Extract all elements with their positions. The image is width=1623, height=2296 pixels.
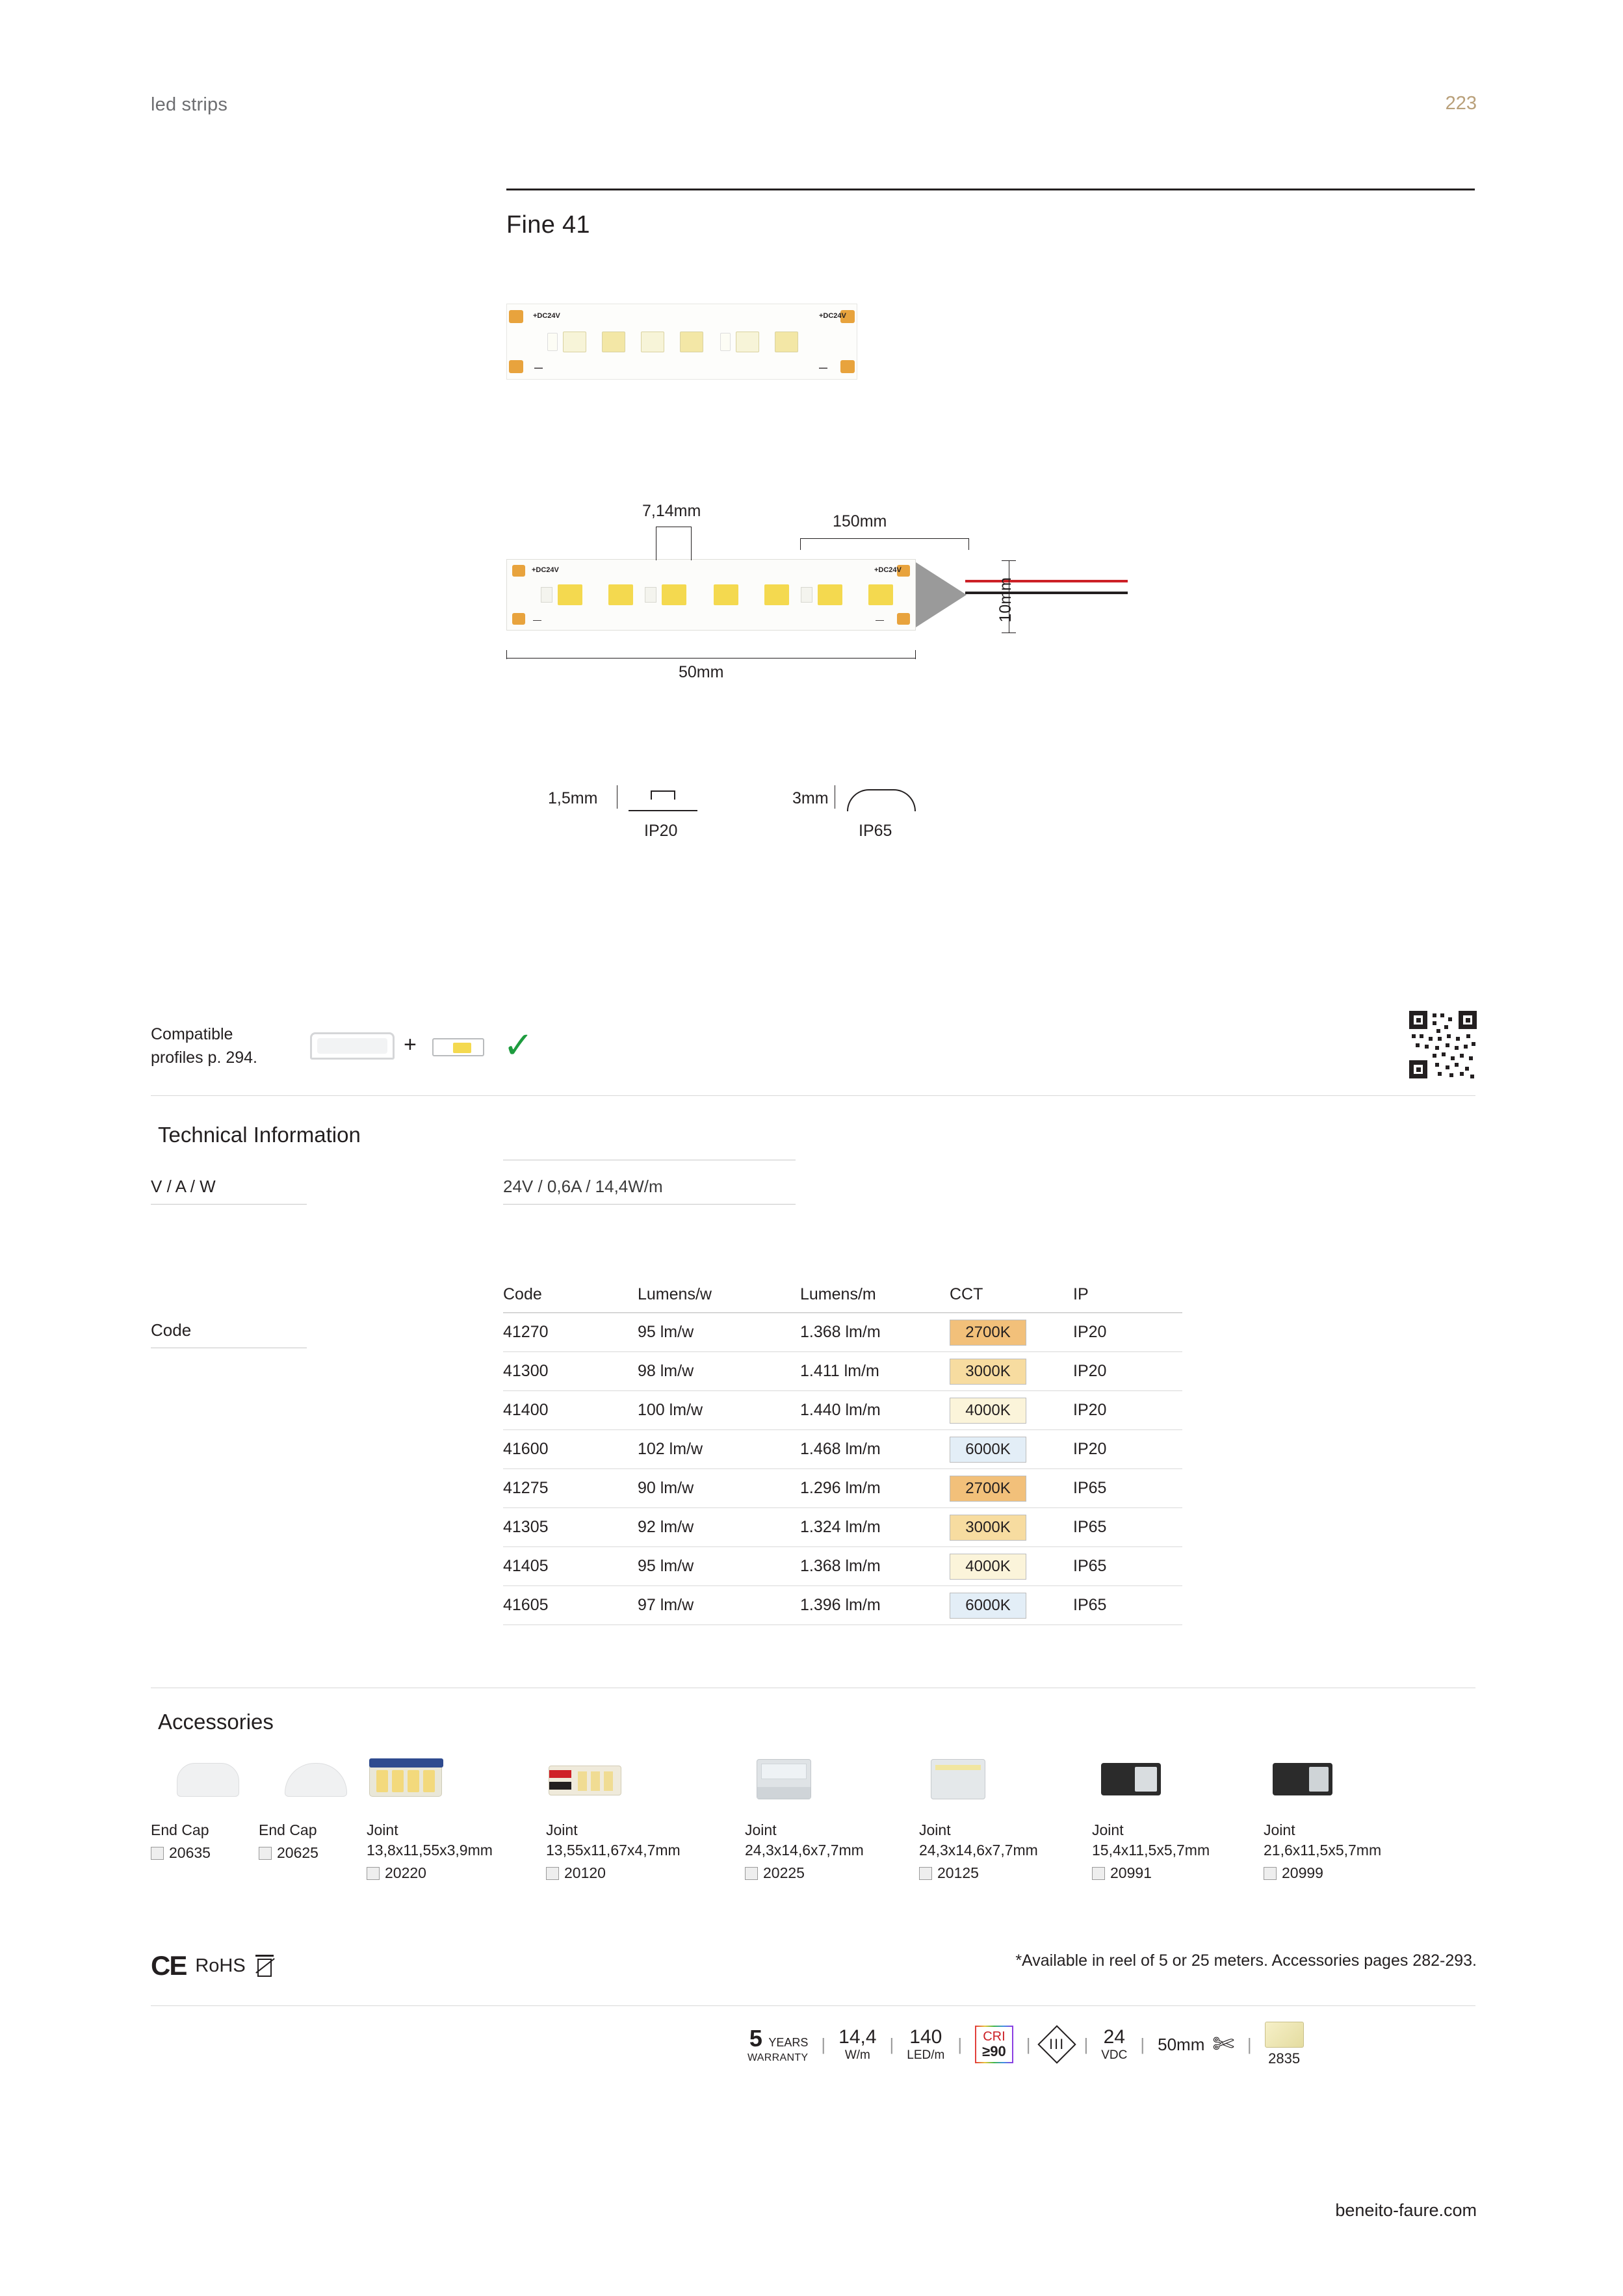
leds-unit: LED/m [907, 2048, 945, 2062]
joint-icon [367, 1749, 445, 1811]
cell-cct [950, 1437, 1073, 1463]
cell-ip: IP20 [1073, 1401, 1107, 1419]
ip65-label: IP65 [859, 822, 892, 840]
cell-lumens-w: 98 lm/w [638, 1362, 694, 1380]
cell-ip: IP65 [1073, 1479, 1107, 1497]
led-chip [453, 1043, 471, 1053]
accessory-code-value: 20120 [564, 1864, 606, 1882]
accessory-code [745, 1864, 933, 1882]
col-header-lumens-m: Lumens/m [800, 1285, 876, 1303]
led-chip [608, 584, 633, 605]
accessory-dimensions: 15,4x11,5x5,7mm [1092, 1842, 1210, 1859]
spec-cri [975, 2026, 1013, 2063]
photo-dc-label: +DC24V [819, 312, 846, 320]
photo-minus-label: — [819, 363, 827, 372]
cell-ip: IP20 [1073, 1440, 1107, 1458]
lead-dimension-label: 150mm [833, 512, 887, 530]
cct-badge: 3000K [950, 1359, 1026, 1385]
cri-value: ≥90 [982, 2042, 1006, 2059]
separator: | [957, 2034, 963, 2054]
accessories-title: Accessories [158, 1710, 274, 1734]
accessory-name: Joint [546, 1821, 578, 1838]
solder-pad [509, 360, 523, 373]
accessory-code [546, 1864, 747, 1882]
spec-chip [1265, 2022, 1304, 2067]
ip65-height-label: 3mm [792, 789, 829, 807]
accessory-dimensions: 21,6x11,5x5,7mm [1264, 1842, 1382, 1859]
cut-extension-line [915, 650, 916, 659]
joint-icon [1264, 1749, 1342, 1811]
table-row [503, 1352, 1182, 1391]
schematic-minus-label: — [876, 615, 884, 625]
cell-lumens-m: 1.396 lm/m [800, 1596, 881, 1614]
col-header-code: Code [503, 1285, 542, 1303]
section-divider [151, 2005, 1475, 2006]
cct-badge: 4000K [950, 1554, 1026, 1580]
accessory-code-value: 20625 [277, 1844, 318, 1862]
width-dimension-label: 10mm [996, 577, 1015, 623]
cct-badge: 3000K [950, 1515, 1026, 1541]
accessories-list [151, 1749, 1483, 1918]
checkbox-icon[interactable] [546, 1867, 559, 1880]
cell-lumens-w: 92 lm/w [638, 1518, 694, 1536]
checkbox-icon[interactable] [151, 1847, 164, 1860]
cell-lumens-m: 1.368 lm/m [800, 1323, 881, 1341]
cell-lumens-m: 1.368 lm/m [800, 1557, 881, 1575]
list-item [1264, 1749, 1459, 1882]
table-row [503, 1586, 1182, 1625]
cct-badge: 6000K [950, 1593, 1026, 1619]
solder-pad [509, 310, 523, 323]
cut-dimension-label: 50mm [679, 663, 724, 681]
weee-bin-icon [255, 1953, 274, 1978]
voltage-unit: VDC [1101, 2048, 1128, 2062]
accessory-code [1264, 1864, 1459, 1882]
end-cap-icon [169, 1749, 247, 1811]
joint-icon [1092, 1749, 1170, 1811]
footer-website: beneito-faure.com [1335, 2200, 1477, 2220]
table-header-row [503, 1277, 1182, 1313]
compatible-profiles-text [151, 1023, 257, 1070]
resistor [541, 587, 552, 603]
table-row [503, 1391, 1182, 1430]
cell-lumens-w: 95 lm/w [638, 1557, 694, 1575]
checkbox-icon[interactable] [745, 1867, 758, 1880]
voltage-value: 24 [1103, 2026, 1125, 2048]
cell-code: 41600 [503, 1440, 549, 1458]
section-divider [151, 1095, 1475, 1096]
spec-leds [907, 2026, 944, 2063]
table-row [503, 1547, 1182, 1586]
accessory-name: Joint [1264, 1821, 1295, 1838]
accessory-code-value: 20635 [169, 1844, 211, 1862]
cell-lumens-m: 1.324 lm/m [800, 1518, 881, 1536]
checkbox-icon[interactable] [919, 1867, 932, 1880]
led-chip [641, 332, 664, 352]
power-unit: W/m [844, 2048, 870, 2062]
led-chip [602, 332, 625, 352]
cell-code: 41275 [503, 1479, 549, 1497]
cell-cct [950, 1476, 1073, 1502]
table-row [503, 1313, 1182, 1352]
separator: | [889, 2034, 894, 2054]
cct-badge: 6000K [950, 1437, 1026, 1463]
accessory-code-value: 20999 [1282, 1864, 1323, 1882]
cell-ip: IP20 [1073, 1323, 1107, 1341]
accessory-code-value: 20991 [1110, 1864, 1152, 1882]
solder-pad [840, 360, 855, 373]
code-label: Code [151, 1320, 192, 1340]
cell-cct [950, 1359, 1073, 1385]
cell-ip: IP65 [1073, 1557, 1107, 1575]
joint-icon [919, 1749, 997, 1811]
connector-tip [916, 562, 967, 627]
cut-dimension-line [506, 658, 916, 659]
accessory-code [367, 1864, 562, 1882]
led-chip [714, 584, 738, 605]
wire-positive [965, 580, 1128, 582]
cell-cct [950, 1320, 1073, 1346]
cut-extension-line [506, 650, 507, 659]
cell-code: 41405 [503, 1557, 549, 1575]
col-header-ip: IP [1073, 1285, 1089, 1303]
table-row [503, 1430, 1182, 1469]
cct-badge: 2700K [950, 1320, 1026, 1346]
qr-code [1409, 1011, 1477, 1078]
cell-lumens-w: 90 lm/w [638, 1479, 694, 1497]
list-item [919, 1749, 1108, 1882]
plus-icon: + [404, 1032, 417, 1057]
accessory-code [259, 1844, 372, 1862]
lead-extension-line [800, 538, 801, 550]
accessory-name: Joint [919, 1821, 951, 1838]
width-extension-line [1002, 560, 1016, 561]
list-item [259, 1749, 372, 1862]
separator: | [1026, 2034, 1031, 2054]
cell-ip: IP20 [1073, 1362, 1107, 1380]
schematic-dc-label: +DC24V [532, 566, 559, 574]
accessory-code [151, 1844, 265, 1862]
spec-warranty [747, 2025, 808, 2064]
cell-code: 41605 [503, 1596, 549, 1614]
vaw-value: 24V / 0,6A / 14,4W/m [503, 1177, 663, 1196]
warranty-years-label: YEARS [768, 2036, 809, 2049]
cell-cct [950, 1515, 1073, 1541]
accessory-code [919, 1864, 1108, 1882]
vaw-label: V / A / W [151, 1177, 216, 1196]
ip20-label: IP20 [644, 822, 678, 840]
cri-label: CRI [983, 2029, 1006, 2044]
cct-badge: 4000K [950, 1398, 1026, 1424]
led-chip [868, 584, 893, 605]
solder-pad [897, 613, 910, 625]
spec-voltage [1101, 2026, 1127, 2063]
list-item [1092, 1749, 1280, 1882]
led-chip [563, 332, 586, 352]
checkbox-icon[interactable] [1264, 1867, 1277, 1880]
pitch-dimension-label: 7,14mm [642, 502, 701, 520]
joint-icon [546, 1749, 624, 1811]
wire-negative [965, 592, 1128, 594]
col-header-cct: CCT [950, 1285, 983, 1303]
led-chip [775, 332, 798, 352]
strip-icon [432, 1038, 484, 1056]
cell-cct [950, 1398, 1073, 1424]
ip65-profile-shape [847, 789, 916, 811]
ip20-profile-shape [629, 798, 697, 811]
list-item [745, 1749, 933, 1882]
led-chip [662, 584, 686, 605]
certifications-row [151, 1950, 274, 1981]
led-chip [558, 584, 582, 605]
cell-code: 41270 [503, 1323, 549, 1341]
pitch-extension-line [691, 527, 692, 560]
spec-power [838, 2026, 876, 2063]
strip-schematic [506, 559, 916, 631]
accessory-name: Joint [745, 1821, 777, 1838]
schematic-minus-label: — [533, 615, 541, 625]
cell-lumens-m: 1.468 lm/m [800, 1440, 881, 1458]
cell-code: 41305 [503, 1518, 549, 1536]
divider [151, 1204, 307, 1205]
cell-lumens-w: 95 lm/w [638, 1323, 694, 1341]
list-item [151, 1749, 265, 1862]
accessory-dimensions: 24,3x14,6x7,7mm [919, 1842, 1038, 1859]
chip-model: 2835 [1268, 2050, 1301, 2067]
cell-lumens-w: 97 lm/w [638, 1596, 694, 1614]
solder-pad [512, 565, 525, 577]
resistor [720, 333, 731, 351]
cell-lumens-w: 102 lm/w [638, 1440, 703, 1458]
accessory-name: Joint [367, 1821, 398, 1838]
schematic-dc-label: +DC24V [874, 566, 902, 574]
cell-ip: IP65 [1073, 1518, 1107, 1536]
cell-ip: IP65 [1073, 1596, 1107, 1614]
power-value: 14,4 [838, 2026, 877, 2048]
photo-minus-label: — [534, 363, 543, 372]
product-code-table [503, 1277, 1182, 1625]
accessory-dimensions: 24,3x14,6x7,7mm [745, 1842, 864, 1859]
separator: | [821, 2034, 826, 2054]
lead-extension-line [968, 538, 969, 550]
cell-cct [950, 1554, 1073, 1580]
accessory-name: End Cap [259, 1821, 317, 1838]
warranty-years: 5 [749, 2025, 762, 2052]
cri-badge [975, 2026, 1013, 2063]
warranty-sub-label: WARRANTY [747, 2052, 809, 2063]
ip20-profile-bump [651, 790, 675, 800]
accessory-name: Joint [1092, 1821, 1124, 1838]
accessory-code-value: 20225 [763, 1864, 805, 1882]
divider [503, 1204, 796, 1205]
led-chip [680, 332, 703, 352]
accessory-code-value: 20125 [937, 1864, 979, 1882]
cell-lumens-m: 1.440 lm/m [800, 1401, 881, 1419]
cct-badge: 2700K [950, 1476, 1026, 1502]
end-cap-icon [277, 1749, 355, 1811]
resistor [547, 333, 558, 351]
table-row [503, 1469, 1182, 1508]
page-header-section: led strips [151, 94, 228, 115]
table-row [503, 1508, 1182, 1547]
leds-value: 140 [909, 2026, 942, 2048]
accessory-name: End Cap [151, 1821, 209, 1838]
accessory-code-value: 20220 [385, 1864, 426, 1882]
ip20-height-label: 1,5mm [548, 789, 598, 807]
spec-cut [1158, 2029, 1234, 2059]
profile-icon [310, 1032, 395, 1060]
checkbox-icon[interactable] [367, 1867, 380, 1880]
dimension-drawing [506, 502, 1221, 741]
profile-icon-inner [317, 1038, 387, 1054]
separator: | [1084, 2034, 1089, 2054]
checkbox-icon[interactable] [259, 1847, 272, 1860]
accessory-code [1092, 1864, 1280, 1882]
cell-lumens-w: 100 lm/w [638, 1401, 703, 1419]
accessory-dimensions: 13,8x11,55x3,9mm [367, 1842, 493, 1859]
photo-dc-label: +DC24V [533, 312, 560, 320]
rohs-label: RoHS [195, 1955, 246, 1976]
beam-class-value: III [1049, 2036, 1065, 2052]
accessory-dimensions: 13,55x11,67x4,7mm [546, 1842, 681, 1859]
spec-icon-bar [747, 2022, 1304, 2067]
beam-class-icon [1038, 2025, 1076, 2063]
compatible-line-2: profiles p. 294. [151, 1049, 257, 1067]
ce-mark-icon: CE [151, 1950, 187, 1981]
separator: | [1247, 2034, 1252, 2054]
joint-icon [745, 1749, 823, 1811]
page-number: 223 [1445, 93, 1477, 114]
spec-beam [1043, 2031, 1071, 2058]
footnote-text: *Available in reel of 5 or 25 meters. Accessories pages 282-293. [1015, 1951, 1477, 1970]
title-divider [506, 189, 1475, 190]
resistor [645, 587, 656, 603]
product-title: Fine 41 [506, 211, 590, 239]
cell-lumens-m: 1.296 lm/m [800, 1479, 881, 1497]
list-item [546, 1749, 747, 1882]
cell-lumens-m: 1.411 lm/m [800, 1362, 879, 1380]
compatible-line-1: Compatible [151, 1025, 233, 1043]
cell-cct [950, 1593, 1073, 1619]
led-chip [736, 332, 759, 352]
col-header-lumens-w: Lumens/w [638, 1285, 712, 1303]
product-photo-led-strip [506, 304, 857, 380]
cell-code: 41400 [503, 1401, 549, 1419]
scissors-icon: ✄ [1212, 2030, 1234, 2059]
technical-information-title: Technical Information [158, 1123, 361, 1147]
lead-dimension-line [800, 538, 969, 539]
led-chip-icon [1265, 2022, 1304, 2048]
led-chip [764, 584, 789, 605]
resistor [801, 587, 812, 603]
separator: | [1140, 2034, 1145, 2054]
cell-code: 41300 [503, 1362, 549, 1380]
checkbox-icon[interactable] [1092, 1867, 1105, 1880]
solder-pad [512, 613, 525, 625]
led-chip [818, 584, 842, 605]
cut-value: 50mm [1158, 2034, 1205, 2054]
cross-section-diagrams [506, 780, 1091, 858]
check-icon: ✓ [503, 1024, 534, 1065]
list-item [367, 1749, 562, 1882]
